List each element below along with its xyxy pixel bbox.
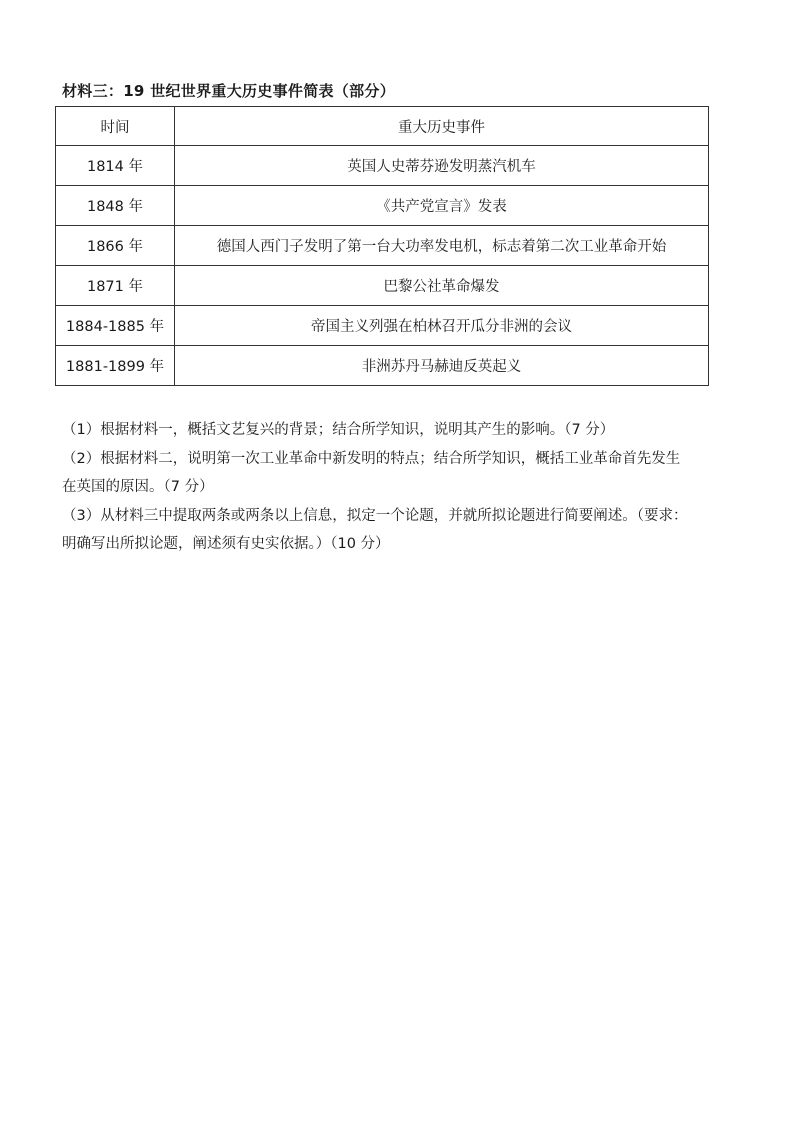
table-row xyxy=(56,186,709,226)
question-2-line-1: （2）根据材料二，说明第一次工业革命中新发明的特点；结合所学知识，概括工业革命首先发生 xyxy=(62,450,681,467)
material-caption: 材料三：19 世纪世界重大历史事件简表（部分） xyxy=(62,82,395,100)
table-header-row xyxy=(56,107,709,146)
row-time: 1848 年 xyxy=(56,186,175,226)
question-2-line-2: 在英国的原因。（7 分） xyxy=(62,479,214,496)
row-time: 1871 年 xyxy=(56,266,175,306)
row-event: 非洲苏丹马赫迪反英起义 xyxy=(175,346,709,386)
table-row xyxy=(56,346,709,386)
header-event: 重大历史事件 xyxy=(175,107,709,146)
row-event: 英国人史蒂芬逊发明蒸汽机车 xyxy=(175,146,709,186)
question-3-line-1: （3）从材料三中提取两条或两条以上信息，拟定一个论题，并就所拟论题进行简要阐述。（要求： xyxy=(62,507,688,524)
row-event: 《共产党宣言》发表 xyxy=(175,186,709,226)
header-time: 时间 xyxy=(56,107,175,146)
row-event: 帝国主义列强在柏林召开瓜分非洲的会议 xyxy=(175,306,709,346)
events-table xyxy=(55,106,709,386)
row-time: 1881-1899 年 xyxy=(56,346,175,386)
row-time: 1884-1885 年 xyxy=(56,306,175,346)
table-row xyxy=(56,266,709,306)
table-row xyxy=(56,306,709,346)
row-event: 德国人西门子发明了第一台大功率发电机，标志着第二次工业革命开始 xyxy=(175,226,709,266)
table-row xyxy=(56,226,709,266)
row-time: 1866 年 xyxy=(56,226,175,266)
table-row xyxy=(56,146,709,186)
question-1: （1）根据材料一，概括文艺复兴的背景；结合所学知识，说明其产生的影响。（7 分） xyxy=(62,422,615,438)
row-event: 巴黎公社革命爆发 xyxy=(175,266,709,306)
row-time: 1814 年 xyxy=(56,146,175,186)
question-3-line-2: 明确写出所拟论题，阐述须有史实依据。）（10 分） xyxy=(62,536,390,553)
questions-block xyxy=(62,416,762,559)
